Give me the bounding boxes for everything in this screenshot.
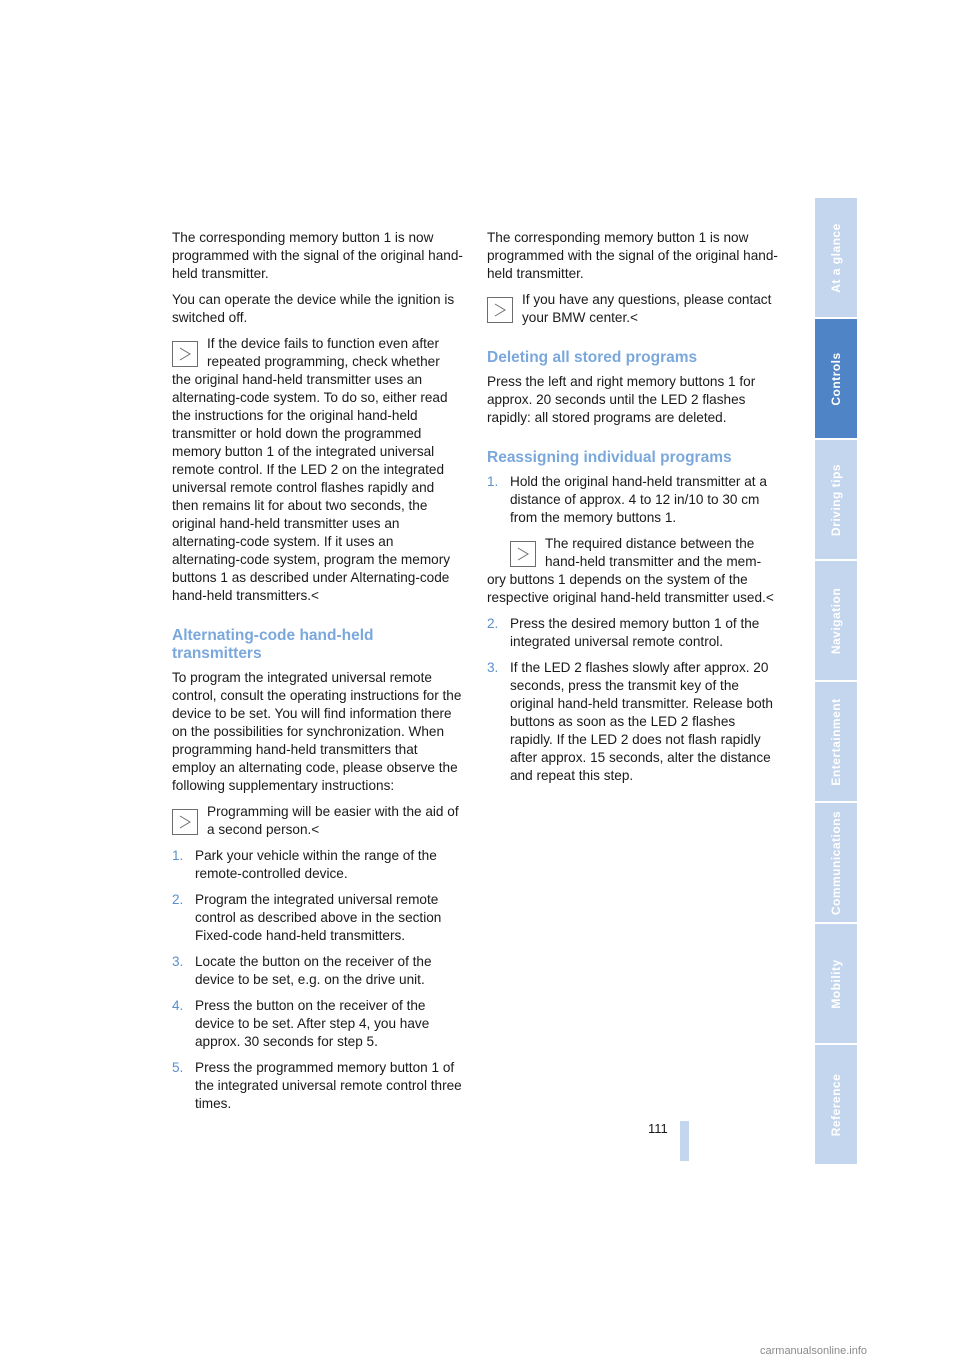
note-text-continued: the original hand-held transmitter uses an alternating-code system. To do so, either read the instructions for the original hand-held transmitter or hold down the programmed memory button 1 of the integrated universal remote control. If the LED 2 on the integrated universal remote control flashes rapidly and then remains lit for about two seconds, the original hand-held transmitter uses an alternating-code system. If it uses an alternating-code system, program the memory buttons 1 as described under Alternating-code hand-held transmitters.<: [172, 372, 451, 603]
note-arrow-icon: [172, 809, 198, 835]
note-block: [172, 803, 464, 839]
note-block: [172, 335, 464, 605]
tab-label: Navigation: [829, 587, 843, 654]
page-number-bar: [680, 1121, 689, 1161]
note-arrow-icon: [487, 297, 513, 323]
tab-label: Mobility: [829, 958, 843, 1009]
step-text: Press the desired memory button 1 of the integrated universal remote control.: [510, 616, 760, 649]
step-text: Press the button on the receiver of the device to be set. After step 4, you have approx. 30 seconds for step 5.: [195, 998, 430, 1049]
step-number: 3.: [172, 954, 184, 969]
tab-reference[interactable]: [815, 1045, 857, 1164]
step-number: 1.: [487, 474, 499, 489]
tab-label: Reference: [829, 1073, 843, 1136]
step-text: If the LED 2 flashes slowly after approx. 20 seconds, press the transmit key of the original hand-held transmitter. Release both buttons as soon as the LED 2 flashes rapidly. If the LED 2 does not flash rapidly after approx. 15 seconds, alter the distance and repeat this step.: [510, 660, 773, 783]
paragraph: You can operate the device while the ignition is switched off.: [172, 292, 455, 325]
tab-label: Communications: [829, 810, 843, 915]
note-arrow-icon: [172, 341, 198, 367]
step-number: 5.: [172, 1060, 184, 1075]
step-text: Press the programmed memory button 1 of the integrated universal remote control three times.: [195, 1060, 462, 1111]
tab-label: At a glance: [829, 222, 843, 293]
tab-driving-tips[interactable]: [815, 440, 857, 559]
tab-at-a-glance[interactable]: [815, 198, 857, 317]
list-item: [172, 847, 464, 883]
step-text: Hold the original hand-held transmitter at a distance of approx. 4 to 12 in/10 to 30 cm from the memory buttons 1.: [510, 474, 767, 525]
step-text: Park your vehicle within the range of the remote-controlled device.: [195, 848, 437, 881]
note-block: [487, 291, 779, 327]
step-number: 3.: [487, 660, 499, 675]
paragraph: Press the left and right memory buttons 1 for approx. 20 seconds until the LED 2 flashes rapidly: all stored programs are deleted.: [487, 374, 756, 425]
note-block: [487, 535, 779, 607]
paragraph: To program the integrated universal remote control, consult the operating instructions for the device to be set. You will find information there on the possibilities for synchronization. When programming hand-held transmitters that employ an alternating code, please observe the following supplementary instructions:: [172, 670, 462, 793]
note-text: If the device fails to function even after repeated programming, check whether: [207, 336, 440, 369]
section-heading: Alternating-code hand-held transmitters: [172, 627, 374, 662]
step-list: [487, 473, 779, 785]
tab-entertainment[interactable]: [815, 682, 857, 801]
page-number: 111: [648, 1121, 668, 1136]
right-column: [487, 229, 779, 793]
tab-label: Driving tips: [829, 463, 843, 536]
tab-communications[interactable]: [815, 803, 857, 922]
tab-label: Entertainment: [829, 697, 843, 786]
section-heading: Deleting all stored programs: [487, 349, 698, 366]
list-item: [172, 997, 464, 1051]
list-item: [487, 659, 779, 785]
section-tabs: [815, 198, 857, 1166]
step-number: 2.: [487, 616, 499, 631]
tab-label: Controls: [829, 351, 843, 406]
list-item: [172, 891, 464, 945]
step-text: Locate the button on the receiver of the device to be set, e.g. on the drive unit.: [195, 954, 432, 987]
step-number: 4.: [172, 998, 184, 1013]
note-text-continued: ory buttons 1 depends on the system of the respective original hand-held transmitter used.<: [487, 572, 774, 605]
note-text: Programming will be easier with the aid of a second person.<: [207, 804, 459, 837]
list-item: [487, 473, 779, 607]
note-text: The required distance between the hand-held transmitter and the mem-: [545, 536, 762, 569]
tab-mobility[interactable]: [815, 924, 857, 1043]
step-number: 2.: [172, 892, 184, 907]
step-text: Program the integrated universal remote control as described above in the section Fixed-code hand-held transmitters.: [195, 892, 442, 943]
note-text: If you have any questions, please contact your BMW center.<: [522, 292, 772, 325]
note-arrow-icon: [510, 541, 536, 567]
step-list: [172, 847, 464, 1113]
paragraph: The corresponding memory button 1 is now programmed with the signal of the original hand-held transmitter.: [172, 230, 463, 281]
list-item: [487, 615, 779, 651]
tab-controls[interactable]: [815, 319, 857, 438]
watermark: carmanualsonline.info: [760, 1345, 868, 1357]
step-number: 1.: [172, 848, 184, 863]
paragraph: The corresponding memory button 1 is now programmed with the signal of the original hand-held transmitter.: [487, 230, 778, 281]
list-item: [172, 1059, 464, 1113]
tab-navigation[interactable]: [815, 561, 857, 680]
section-heading: Reassigning individual programs: [487, 449, 732, 466]
left-column: [172, 229, 464, 1121]
list-item: [172, 953, 464, 989]
